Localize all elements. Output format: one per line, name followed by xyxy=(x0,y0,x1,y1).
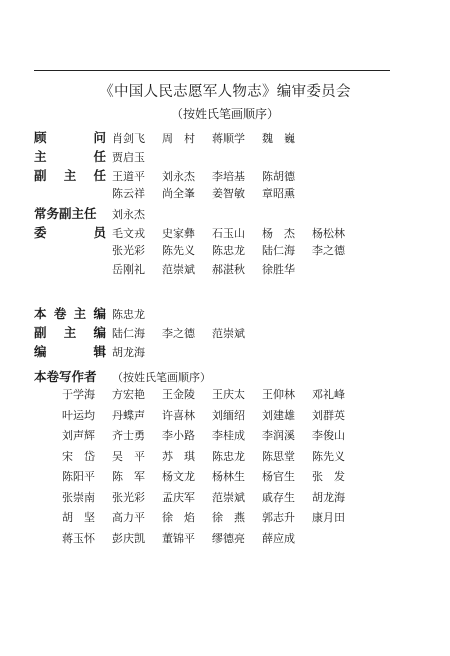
role-label xyxy=(34,166,106,184)
role-label xyxy=(34,304,106,322)
member-name: 陆仁海 xyxy=(262,244,295,257)
member-name: 范崇斌 xyxy=(212,327,245,340)
writer-name: 陈思堂 xyxy=(262,449,295,463)
writer-name: 邓礼峰 xyxy=(312,388,345,401)
writer-name: 杨林生 xyxy=(212,470,245,483)
member-names xyxy=(112,261,312,277)
writer-name: 丹蝶声 xyxy=(112,408,145,422)
writer-name: 苏 琪 xyxy=(162,449,195,463)
writer-name: 刘声辉 xyxy=(62,429,95,442)
role-label xyxy=(34,223,106,241)
writer-name: 缪德亮 xyxy=(212,531,245,545)
role-label-char: 员 xyxy=(93,225,106,240)
role-label-char: 问 xyxy=(93,130,106,145)
role-label-char: 主 xyxy=(63,168,77,183)
role-label-char: 常务副主任 xyxy=(34,206,97,221)
writer-name: 范崇斌 xyxy=(212,490,245,504)
role-label-char: 任 xyxy=(93,149,106,164)
role-label-char: 编 xyxy=(93,325,106,340)
member-names xyxy=(112,242,362,258)
role-label xyxy=(34,204,106,222)
writer-name: 徐 焰 xyxy=(162,511,195,524)
role-label xyxy=(34,323,106,341)
member-name: 范崇斌 xyxy=(162,263,195,276)
writer-name: 于学海 xyxy=(62,388,95,401)
member-name: 陆仁海 xyxy=(112,327,145,340)
member-name: 史家彝 xyxy=(162,227,195,240)
member-name: 毛文戎 xyxy=(112,227,145,240)
list-row xyxy=(34,342,262,361)
list-row xyxy=(34,128,362,147)
writers-row xyxy=(34,427,362,448)
member-name: 刘永杰 xyxy=(112,208,145,221)
writer-name: 康月田 xyxy=(312,511,345,524)
member-name: 杨松林 xyxy=(312,227,345,240)
role-label-char: 委 xyxy=(34,225,47,240)
writer-name: 杨官生 xyxy=(262,470,295,483)
writer-name: 孟庆军 xyxy=(162,490,195,504)
list-row xyxy=(34,304,262,323)
writers-row xyxy=(34,530,362,551)
writer-name: 叶运均 xyxy=(62,408,95,422)
writers-row xyxy=(34,448,362,469)
writer-name: 李桂成 xyxy=(212,429,245,442)
writers-row xyxy=(34,407,362,428)
role-label xyxy=(34,128,106,146)
role-label-char: 主 xyxy=(73,306,87,321)
member-name: 尚全峯 xyxy=(162,187,195,200)
member-name: 陈忠龙 xyxy=(212,244,245,257)
writer-name: 陈先义 xyxy=(312,449,345,463)
member-names xyxy=(112,306,162,322)
writer-name: 王仰林 xyxy=(262,388,295,401)
list-row xyxy=(34,185,362,204)
member-names xyxy=(112,149,162,165)
writers-header xyxy=(34,367,362,386)
volume-editors-list xyxy=(34,304,262,361)
member-name: 贾启玉 xyxy=(112,151,145,164)
writer-name: 薛应成 xyxy=(262,531,295,545)
member-name: 肖剑飞 xyxy=(112,132,145,145)
role-label-char: 副 xyxy=(34,168,47,183)
member-name: 郝湛秋 xyxy=(212,263,245,276)
role-label xyxy=(34,147,106,165)
role-label-char: 任 xyxy=(93,168,106,183)
list-row xyxy=(34,147,362,166)
member-name: 陈云祥 xyxy=(112,187,145,200)
writer-name: 董锦平 xyxy=(162,531,195,545)
list-row xyxy=(34,261,362,280)
writer-name: 李润溪 xyxy=(262,429,295,442)
writer-name: 刘群英 xyxy=(312,408,345,422)
writer-name: 张光彩 xyxy=(112,490,145,504)
writer-name: 徐 燕 xyxy=(212,511,245,524)
writer-name: 齐士勇 xyxy=(112,429,145,442)
member-name: 胡龙海 xyxy=(112,346,145,359)
writer-name: 王金陵 xyxy=(162,388,195,401)
writer-name: 郭志升 xyxy=(262,511,295,524)
role-label-char: 编 xyxy=(34,344,47,359)
writer-name: 王庆太 xyxy=(212,388,245,401)
member-names xyxy=(112,206,162,222)
writer-name: 戚存生 xyxy=(262,490,295,504)
writer-name: 蒋玉怀 xyxy=(62,531,95,545)
writer-name: 李俊山 xyxy=(312,429,345,442)
writer-name: 吴 平 xyxy=(112,449,145,463)
member-name: 石玉山 xyxy=(212,227,245,240)
member-name: 李之德 xyxy=(312,244,345,257)
writer-name: 高力平 xyxy=(112,511,145,524)
member-name: 李之德 xyxy=(162,327,195,340)
member-name: 刘永杰 xyxy=(162,170,195,183)
member-name: 杨 杰 xyxy=(262,227,295,240)
member-names xyxy=(112,325,262,341)
writer-name: 胡龙海 xyxy=(312,490,345,504)
writer-name: 彭庆凯 xyxy=(112,531,145,545)
list-row xyxy=(34,204,362,223)
list-row xyxy=(34,323,262,342)
writer-name: 陈忠龙 xyxy=(212,449,245,463)
page-subtitle: （按姓氏笔画顺序） xyxy=(170,107,279,121)
writer-name: 方宏艳 xyxy=(112,388,145,401)
writers-label: 本卷写作者 xyxy=(34,369,97,384)
top-rule xyxy=(34,70,390,71)
member-name: 周 村 xyxy=(162,132,195,145)
writer-name: 刘缅绍 xyxy=(212,408,245,422)
list-row xyxy=(34,223,362,242)
member-name: 岳刚礼 xyxy=(112,263,145,276)
writers-section xyxy=(34,367,362,550)
role-label-char: 主 xyxy=(63,325,77,340)
writers-row xyxy=(34,468,362,489)
committee-list xyxy=(34,128,362,280)
member-names xyxy=(112,168,312,184)
role-label-char: 顾 xyxy=(34,130,47,145)
member-name: 徐胜华 xyxy=(262,263,295,276)
writers-row xyxy=(34,489,362,510)
writer-name: 刘建雄 xyxy=(262,408,295,422)
writer-name: 胡 坚 xyxy=(62,511,95,524)
writer-name: 许喜林 xyxy=(162,408,195,422)
writer-name: 张 发 xyxy=(312,470,345,483)
writer-name: 宋 岱 xyxy=(62,449,95,463)
role-label-char: 主 xyxy=(34,149,47,164)
writer-name: 陈阳平 xyxy=(62,470,95,483)
writer-name: 李小路 xyxy=(162,429,195,442)
page-title: 《中国人民志愿军人物志》编审委员会 xyxy=(99,84,351,100)
role-label-char: 编 xyxy=(93,306,106,321)
writers-grid xyxy=(34,386,362,550)
role-label xyxy=(34,342,106,360)
member-name: 章昭熏 xyxy=(262,187,295,200)
member-names xyxy=(112,185,312,201)
list-row xyxy=(34,242,362,261)
writer-name: 张崇南 xyxy=(62,490,95,504)
role-label-char: 本 xyxy=(34,306,47,321)
writer-name: 陈 军 xyxy=(112,470,145,483)
member-name: 魏 巍 xyxy=(262,132,295,145)
list-row xyxy=(34,166,362,185)
member-name: 陈胡德 xyxy=(262,170,295,183)
member-name: 李培基 xyxy=(212,170,245,183)
member-name: 陈先义 xyxy=(162,244,195,257)
writers-note: （按姓氏笔画顺序） xyxy=(112,371,211,384)
member-names xyxy=(112,344,162,360)
member-name: 张光彩 xyxy=(112,244,145,257)
role-label-char: 辑 xyxy=(93,344,106,359)
writer-name: 杨文龙 xyxy=(162,470,195,483)
role-label-char: 副 xyxy=(34,325,47,340)
writers-row xyxy=(34,509,362,530)
member-name: 姜智敏 xyxy=(212,187,245,200)
member-names xyxy=(112,130,312,146)
member-name: 蒋顺学 xyxy=(212,132,245,145)
role-label-char: 卷 xyxy=(53,306,67,321)
member-names xyxy=(112,225,362,241)
writers-row xyxy=(34,386,362,407)
member-name: 王道平 xyxy=(112,170,145,183)
member-name: 陈忠龙 xyxy=(112,308,145,321)
